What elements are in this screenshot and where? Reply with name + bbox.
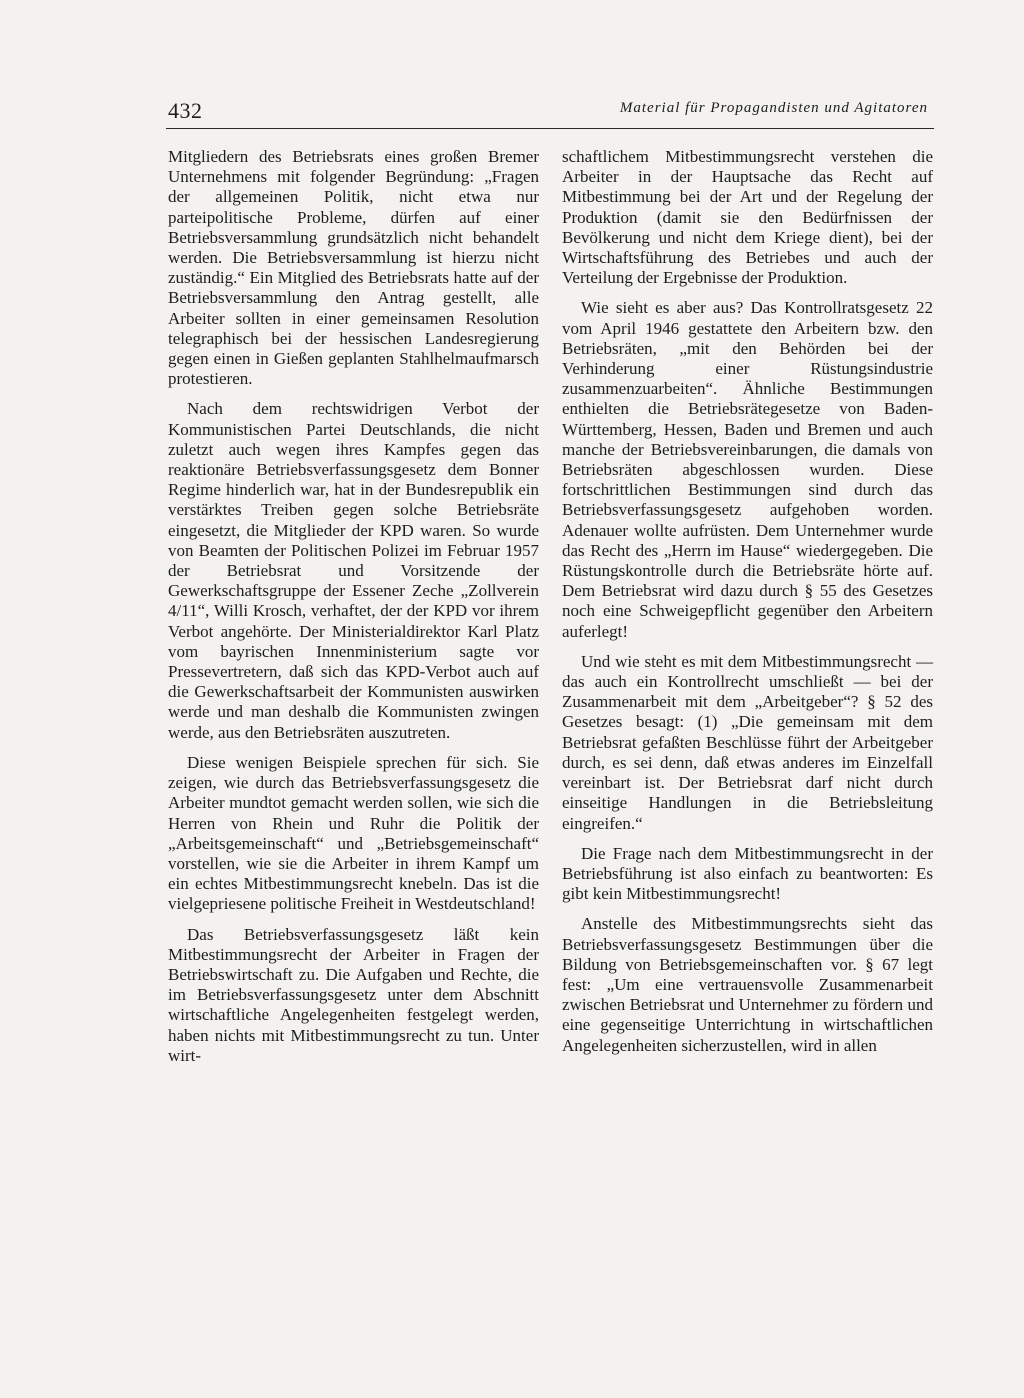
left-column: [168, 147, 539, 1076]
paragraph: Und wie steht es mit dem Mitbestimmungsrecht — das auch ein Kontrollrecht umschließt — bei der Zusammenarbeit mit dem „Arbeitgeber“? § 52 des Gesetzes besagt: (1) „Die gemeinsam mit dem Betriebsrat gefaßten Beschlüsse führt der Arbeitgeber durch, es sei denn, daß etwas anderes im Einzelfall vereinbart ist. Der Betriebsrat darf nicht durch einseitige Handlungen in die Betriebsleitung eingreifen.“: [562, 651, 933, 833]
running-title: Material für Propagandisten und Agitatoren: [619, 100, 928, 116]
right-column: [562, 147, 933, 1066]
header-rule: [166, 128, 934, 129]
paragraph: Anstelle des Mitbestimmungsrechts sieht das Betriebsverfassungsgesetz Bestimmungen über die Bildung von Betriebsgemeinschaften vor. § 67 legt fest: „Um eine vertrauensvolle Zusammenarbeit zwischen Betriebsrat und Unternehmer zu fördern und eine gegenseitige Unterrichtung in wirtschaftlichen Angelegenheiten sicherzustellen, wird in allen: [562, 914, 933, 1055]
paragraph: Diese wenigen Beispiele sprechen für sich. Sie zeigen, wie durch das Betriebsverfassungsgesetz die Arbeiter mundtot gemacht werden sollen, wie sich die Herren von Rhein und Ruhr die Politik der „Arbeitsgemeinschaft“ und „Betriebsgemeinschaft“ vorstellen, wie sie die Arbeiter in ihrem Kampf um ein echtes Mitbestimmungsrecht knebeln. Das ist die vielgepriesene politische Freiheit in Westdeutschland!: [168, 752, 539, 914]
paragraph: Die Frage nach dem Mitbestimmungsrecht in der Betriebsführung ist also einfach zu beantworten: Es gibt kein Mitbestimmungsrecht!: [562, 843, 933, 904]
paragraph: Das Betriebsverfassungsgesetz läßt kein Mitbestimmungsrecht der Arbeiter in Fragen der Betriebswirtschaft zu. Die Aufgaben und Rechte, die im Betriebsverfassungsgesetz unter dem Abschnitt wirtschaftliche Angelegenheiten festgelegt werden, haben nichts mit Mitbestimmungsrecht zu tun. Unter wirt-: [168, 924, 539, 1065]
paragraph: Nach dem rechtswidrigen Verbot der Kommunistischen Partei Deutschlands, die nicht zuletzt auch wegen ihres Kampfes gegen das reaktionäre Betriebsverfassungsgesetz dem Bonner Regime hinderlich war, hat in der Bundesrepublik ein verstärktes Treiben gegen solche Betriebsräte eingesetzt, die Mitglieder der KPD waren. So wurde von Beamten der Politischen Polizei im Februar 1957 der Betriebsrat und Vorsitzende der Gewerkschaftsgruppe der Essener Zeche „Zollverein 4/11“, Willi Krosch, verhaftet, der der KPD vor ihrem Verbot angehörte. Der Ministerialdirektor Karl Platz vom bayrischen Innenministerium sagte vor Pressevertretern, daß sich das KPD-Verbot auch auf die Gewerkschaftsarbeit der Kommunisten auswirken werde und man deshalb die Kommunisten zwingen werde, aus den Betriebsräten auszutreten.: [168, 399, 539, 742]
paragraph: Mitgliedern des Betriebsrats eines großen Bremer Unternehmens mit folgender Begründung: „Fragen der allgemeinen Politik, nicht etwa nur parteipolitische Probleme, dürfen auf einer Betriebsversammlung grundsätzlich nicht behandelt werden. Die Betriebsversammlung ist hierzu nicht zuständig.“ Ein Mitglied des Betriebsrats hatte auf der Betriebsversammlung den Antrag gestellt, alle Arbeiter sollten in einer gemeinsamen Resolution telegraphisch bei der hessischen Landesregierung gegen einen in Gießen geplanten Stahlhelmaufmarsch protestieren.: [168, 147, 539, 389]
page-number: 432: [168, 98, 203, 123]
paragraph: Wie sieht es aber aus? Das Kontrollratsgesetz 22 vom April 1946 gestattete den Arbeitern bzw. den Betriebsräten, „mit den Behörden bei der Verhinderung einer Rüstungsindustrie zusammenzuarbeiten“. Ähnliche Bestimmungen enthielten die Betriebsrätegesetze von Baden-Württemberg, Hessen, Baden und Bremen und auch manche der Betriebsvereinbarungen, die damals von Betriebsräten abgeschlossen wurden. Diese fortschrittlichen Bestimmungen sind durch das Betriebsverfassungsgesetz aufgehoben worden. Adenauer wollte aufrüsten. Dem Unternehmer wurde das Recht des „Herrn im Hause“ wiedergegeben. Die Rüstungskontrolle durch die Betriebsräte hörte auf. Dem Betriebsrat wird dazu durch § 55 des Gesetzes noch eine Schweigepflicht gegenüber den Arbeitern auferlegt!: [562, 298, 933, 641]
paragraph: schaftlichem Mitbestimmungsrecht verstehen die Arbeiter in der Hauptsache das Recht auf Mitbestimmung bei der Art und der Regelung der Produktion (damit sie den Bedürfnissen der Bevölkerung und nicht dem Kriege dient), bei der Wirtschaftsführung des Betriebes und auch der Verteilung der Ergebnisse der Produktion.: [562, 147, 933, 288]
